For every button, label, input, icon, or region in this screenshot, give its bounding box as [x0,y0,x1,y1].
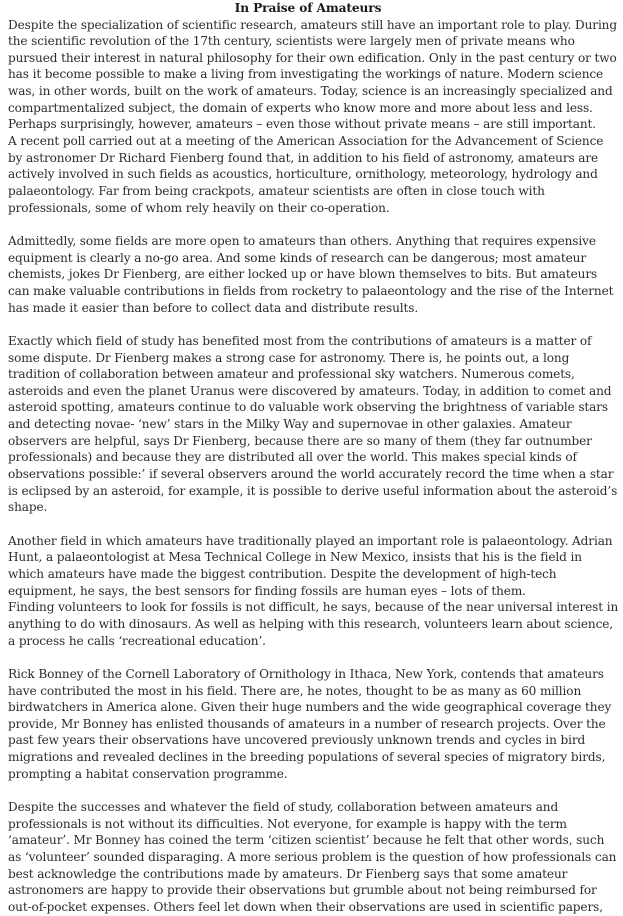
paragraph-palaeontology: Another field in which amateurs have traditionally played an important role is palaeontology. Adrian Hunt, a palaeontologist at Mesa Technical College in New Mexico, insists that his is the field in which amateurs have made the biggest contribution. Despite the development of high-tech equipment, he says, the best sensors for finding fossils are human eyes – lots of them. [8,533,613,598]
paragraph-gap [8,316,620,333]
paragraph-ornithology: Rick Bonney of the Cornell Laboratory of Ornithology in Ithaca, New York, contends that amateurs have contributed the most in his field. There are, he notes, thought to be as many as 60 million birdwatchers in America alone. Given their huge numbers and the wide geographical coverage they provide, Mr Bonney has enlisted thousands of amateurs in a number of research projects. Over the past few years their observations have uncovered previously unknown trends and cycles in bird migrations and revealed declines in the breeding populations of several species of migratory birds, prompting a habitat conservation programme. [8,666,612,781]
paragraph-poll: A recent poll carried out at a meeting of the American Association for the Advancement of Science by astronomer Dr Richard Fienberg found that, in addition to his field of astronomy, amateurs are actively involved in such fields as acoustics, horticulture, ornithology, meteorology, hydrology and palaeontology. Far from being crackpots, amateur scientists are often in close touch with professionals, some of whom rely heavily on their co-operation. [8,134,604,215]
paragraph-gap [8,649,620,666]
paragraph-intro: Despite the specialization of scientific research, amateurs still have an important role to play. During the scientific revolution of the 17th century, scientists were largely men of private means who pursued their interest in natural philosophy for their own edification. Only in the past century or two has it become possible to make a living from investigating the workings of nature. Modern science was, in other words, built on the work of amateurs. Today, science is an increasingly specialized and compartmentalized subject, the domain of experts who know more and more about less and less. Perhaps surprisingly, however, amateurs – even those without private means – are still important. [8,17,617,132]
paragraph-volunteers: Finding volunteers to look for fossils is not difficult, he says, because of the near universal interest in anything to do with dinosaurs. As well as helping with this research, volunteers learn about science, a process he calls ‘recreational education’. [8,600,619,648]
document-title: In Praise of Amateurs [234,1,382,15]
paragraph-difficulties: Despite the successes and whatever the field of study, collaboration between amateurs and professionals is not without its difficulties. Not everyone, for example is happy with the term ‘amateur’. Mr Bonney has coined the term ‘citizen scientist’ because he felt that other words, such as ‘volunteer’ sounded disparaging. A more serious problem is the question of how professionals can best acknowledge the contributions made by amateurs. Dr Fienberg says that some amateur astronomers are happy to provide their observations but grumble about not being reimbursed for out-of-pocket expenses. Others feel let down when their observations are used in scientific papers, [8,800,617,914]
paragraph-open-fields: Admittedly, some fields are more open to amateurs than others. Anything that requires expensive equipment is clearly a no-go area. And some kinds of research can be dangerous; most amateur chemists, jokes Dr Fienberg, are either locked up or have blown themselves to bits. But amateurs can make valuable contributions in fields from rocketry to palaeontology and the rise of the Internet has made it easier than before to collect data and distribute results. [8,233,614,315]
paragraph-gap [8,782,620,799]
paragraph-gap [8,216,620,233]
paragraph-astronomy: Exactly which field of study has benefited most from the contributions of amateurs is a matter of some dispute. Dr Fienberg makes a strong case for astronomy. There is, he points out, a long tradition of collaboration between amateur and professional sky watchers. Numerous comets, asteroids and even the planet Uranus were discovered by amateurs. Today, in addition to comet and asteroid spotting, amateurs continue to do valuable work observing the brightness of variable stars and detecting novae- ‘new’ stars in the Milky Way and supernovae in other galaxies. Amateur observers are helpful, says Dr Fienberg, because there are so many of them (they far outnumber professionals) and because they are distributed all over the world. This makes special kinds of observations possible:’ if several observers around the world accurately record the time when a star is eclipsed by an asteroid, for example, it is possible to derive useful information about the asteroid’s shape. [8,333,618,515]
paragraph-gap [8,516,620,533]
document-page [8,0,620,916]
